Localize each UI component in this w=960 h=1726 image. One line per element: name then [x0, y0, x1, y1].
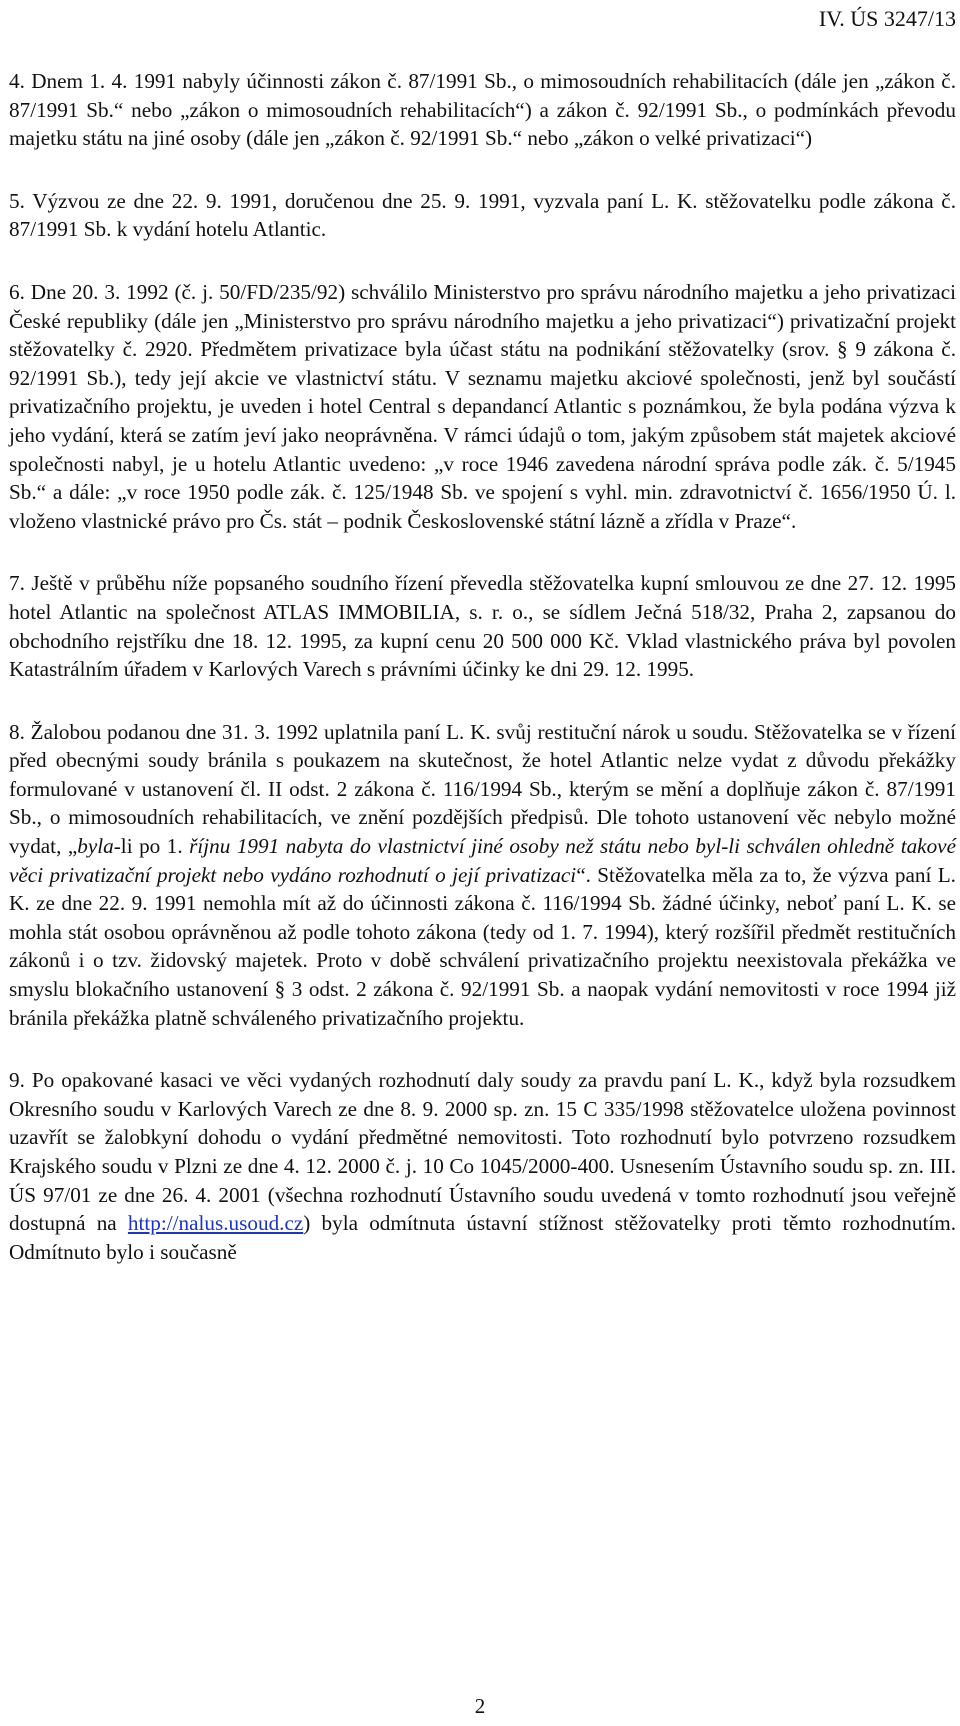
quoted-italic-text: byla — [77, 834, 114, 859]
paragraph-number: 9. — [9, 1068, 25, 1093]
case-number-header: IV. ÚS 3247/13 — [818, 6, 956, 31]
paragraph-text: “. Stěžovatelka měla za to, že výzva paní L. K. ze dne 22. 9. 1991 nemohla mít až do účinnosti zákona č. 116/1994 Sb. žádné účinky, neboť paní L. K. se mohla stát osobou oprávněnou až podle tohoto zákona (tedy od 1. 7. 1994), který rozšířil předmět restitučních zákonů i o tzv. židovský majetek. Proto v době schválení privatizačního projektu neexistovala překážka ve smyslu blokačního ustanovení § 3 odst. 2 zákona č. 92/1991 Sb. a naopak vydání nemovitosti v roce 1994 již bránila překážka platně schváleného privatizačního projektu. — [9, 862, 956, 1030]
quoted-italic-text: říjnu 1991 nabyta do vlastnictví jiné osoby než státu nebo byl-li schválen ohledně takové věci privatizační projekt nebo vydáno rozhodnutí o její privatizaci — [9, 834, 956, 887]
document-body — [9, 67, 956, 1300]
paragraph-text: Žalobou podanou dne 31. 3. 1992 uplatnila paní L. K. svůj restituční nárok u soudu. Stěžovatelka se v řízení před obecnými soudy bránila s poukazem na skutečnost, že hotel Atlantic nelze vydat z důvodu překážky formulované v ustanovení čl. II odst. 2 zákona č. 116/1994 Sb., kterým se mění a doplňuje zákon č. 87/1991 Sb., o mimosoudních rehabilitacích, ve znění pozdějších předpisů. Dle tohoto ustanovení věc nebylo možné vydat, „ — [9, 719, 957, 859]
nalus-link[interactable]: http://nalus.usoud.cz — [127, 1211, 304, 1236]
paragraph-text: -li po 1. — [113, 834, 190, 859]
paragraph-text: ) byla odmítnuta ústavní stížnost stěžovatelky proti těmto rozhodnutím. Odmítnuto bylo i současně — [9, 1211, 956, 1264]
paragraph-number: 8. — [9, 719, 25, 744]
paragraph-number: 6. — [9, 279, 25, 304]
paragraph-9 — [9, 1066, 956, 1266]
paragraph-text: Ještě v průběhu níže popsaného soudního řízení převedla stěžovatelka kupní smlouvou ze dne 27. 12. 1995 hotel Atlantic na společnost ATLAS IMMOBILIA, s. r. o., se sídlem Ječná 518/32, Praha 2, zapsanou do obchodního rejstříku dne 18. 12. 1995, za kupní cenu 20 500 000 Kč. Vklad vlastnického práva byl povolen Katastrálním úřadem v Karlových Varech s právními účinky ke dni 29. 12. 1995. — [9, 571, 957, 682]
paragraph-text: Dne 20. 3. 1992 (č. j. 50/FD/235/92) schválilo Ministerstvo pro správu národního majetku a jeho privatizaci České republiky (dále jen „Ministerstvo pro správu národního majetku a jeho privatizaci“) privatizační projekt stěžovatelky č. 2920. Předmětem privatizace byla účast státu na podnikání stěžovatelky (srov. § 9 zákona č. 92/1991 Sb.), tedy její akcie ve vlastnictví státu. V seznamu majetku akciové společnosti, jenž byl součástí privatizačního projektu, je uveden i hotel Central s depandancí Atlantic s poznámkou, že byla podána výzva k jeho vydání, která se zatím jeví jako neoprávněna. V rámci údajů o tom, jakým způsobem stát majetek akciové společnosti nabyl, je u hotelu Atlantic uvedeno: „v roce 1946 zavedena národní správa podle zák. č. 5/1945 Sb.“ a dále: „v roce 1950 podle zák. č. 125/1948 Sb. ve spojení s vyhl. min. zdravotnictví č. 1656/1950 Ú. l. vloženo vlastnické právo pro Čs. stát – podnik Československé státní lázně a zřídla v Praze“. — [9, 279, 957, 533]
paragraph-6 — [9, 278, 956, 535]
paragraph-5 — [9, 187, 956, 244]
paragraph-4 — [9, 67, 956, 153]
paragraph-number: 4. — [9, 69, 25, 93]
paragraph-text: Dnem 1. 4. 1991 nabyly účinnosti zákon č. 87/1991 Sb., o mimosoudních rehabilitacích (dále jen „zákon č. 87/1991 Sb.“ nebo „zákon o mimosoudních rehabilitacích“) a zákon č. 92/1991 Sb., o podmínkách převodu majetku státu na jiné osoby (dále jen „zákon č. 92/1991 Sb.“ nebo „zákon o velké privatizaci“) — [9, 69, 957, 151]
paragraph-number: 5. — [9, 188, 25, 213]
paragraph-text: Výzvou ze dne 22. 9. 1991, doručenou dne 25. 9. 1991, vyzvala paní L. K. stěžovatelku podle zákona č. 87/1991 Sb. k vydání hotelu Atlantic. — [9, 188, 956, 242]
paragraph-8 — [9, 718, 956, 1033]
page-number: 2 — [474, 1694, 486, 1718]
paragraph-7 — [9, 569, 956, 683]
paragraph-text: Po opakované kasaci ve věci vydaných rozhodnutí daly soudy za pravdu paní L. K., když byla rozsudkem Okresního soudu v Karlových Varech ze dne 8. 9. 2000 sp. zn. 15 C 335/1998 stěžovatelce uložena povinnost uzavřít se žalobkyní dohodu o vydání předmětné nemovitosti. Toto rozhodnutí bylo potvrzeno rozsudkem Krajského soudu v Plzni ze dne 4. 12. 2000 č. j. 10 Co 1045/2000-400. Usnesením Ústavního soudu sp. zn. III. ÚS 97/01 ze dne 26. 4. 2001 (všechna rozhodnutí Ústavního soudu uvedená v tomto rozhodnutí jsou veřejně dostupná na — [9, 1068, 956, 1236]
paragraph-number: 7. — [9, 571, 25, 596]
